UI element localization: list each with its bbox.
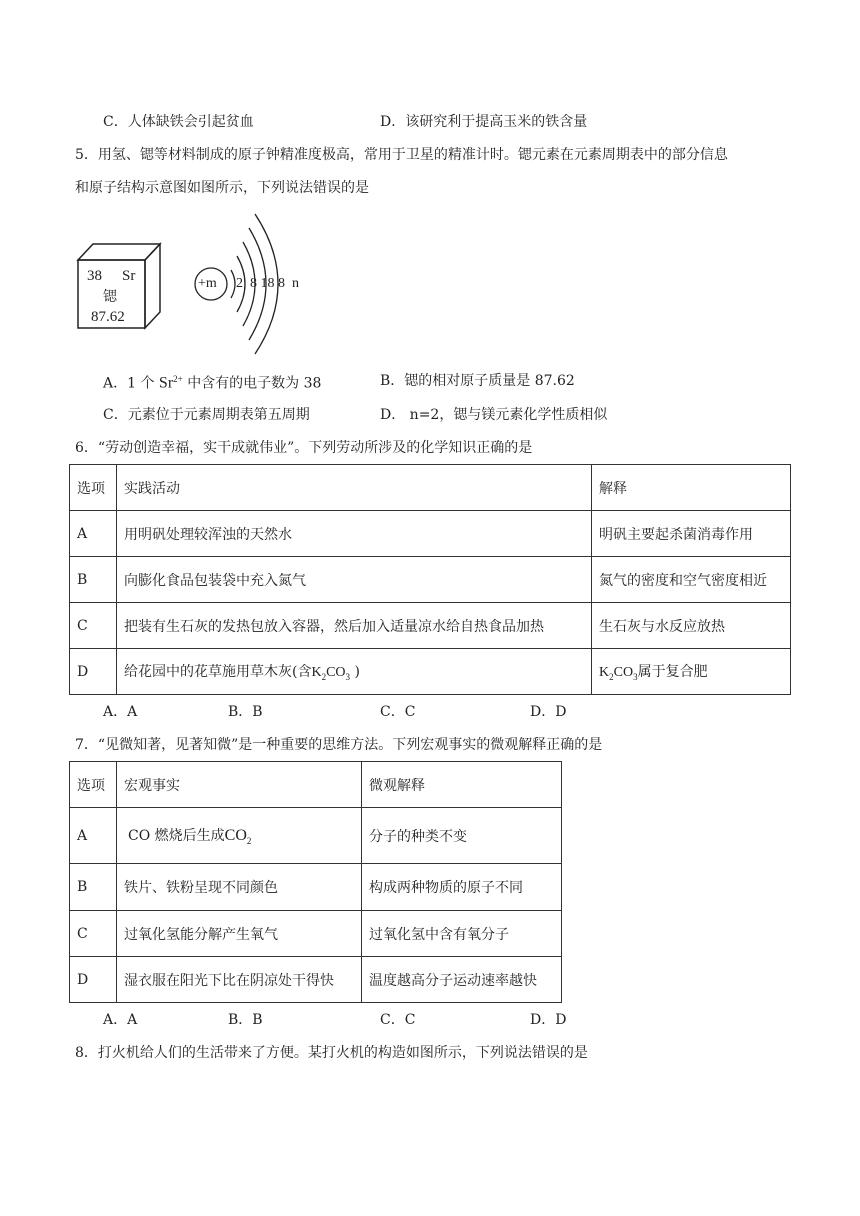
explanation-cell: 构成两种物质的原子不同 [362, 864, 562, 911]
periodic-cell-figure [75, 240, 165, 335]
element-symbol: Sr [122, 268, 136, 284]
table-row [70, 649, 791, 695]
formula-co2-sub: 2 [246, 835, 252, 846]
table-row [70, 808, 562, 864]
option-cell: B [70, 864, 117, 911]
activity-cell: 把装有生石灰的发热包放入容器，然后加入适量凉水给自热食品加热 [117, 603, 592, 649]
q7-answer-c: C．C [380, 1012, 416, 1028]
activity-close: ) [350, 664, 360, 681]
option-cell: D [70, 957, 117, 1003]
atom-structure-figure [193, 208, 323, 360]
formula-k-sub: 2 [321, 671, 327, 682]
q4-option-d: D．该研究利于提高玉米的铁含量 [380, 114, 588, 130]
header-cell: 微观解释 [362, 762, 562, 808]
atomic-mass: 87.62 [91, 309, 125, 325]
fact-cell: 铁片、铁粉呈现不同颜色 [117, 864, 362, 911]
electron-shell-counts: 2 8 18 8 n [236, 276, 299, 291]
activity-cell: 向膨化食品包装袋中充入氮气 [117, 557, 592, 603]
q4-option-c: C．人体缺铁会引起贫血 [103, 114, 254, 130]
q6-answer-d: D．D [530, 704, 567, 720]
table-row [70, 603, 791, 649]
option-cell: B [70, 557, 117, 603]
formula-co-sub: 3 [633, 671, 638, 682]
header-cell: 选项 [70, 762, 117, 808]
q5-option-a [103, 369, 321, 394]
explanation-cell [592, 649, 791, 695]
q7-answer-d: D．D [530, 1012, 567, 1028]
table-row [70, 864, 562, 911]
q7-answer-a: A．A [103, 1012, 138, 1028]
explanation-cell: 温度越高分子运动速率越快 [362, 957, 562, 1003]
q6-answer-c: C．C [380, 704, 416, 720]
table-header-row [70, 465, 791, 511]
q7-answer-b: B．B [228, 1012, 263, 1028]
q5-option-a-suffix: 中含有的电子数为 38 [187, 375, 322, 392]
table-row [70, 911, 562, 957]
q5-option-d: D． n=2，锶与镁元素化学性质相似 [380, 407, 608, 423]
q7-table [69, 761, 562, 1003]
q5-option-b: B．锶的相对原子质量是 87.62 [380, 373, 575, 389]
explanation-cell: 氮气的密度和空气密度相近 [592, 557, 791, 603]
activity-cell: 用明矾处理较浑浊的天然水 [117, 511, 592, 557]
element-name: 锶 [103, 289, 117, 305]
header-cell: 实践活动 [117, 465, 592, 511]
q7-stem: 7．“见微知著，见著知微”是一种重要的思维方法。下列宏观事实的微观解释正确的是 [75, 737, 603, 753]
table-header-row [70, 762, 562, 808]
q5-stem-line1: 5．用氢、锶等材料制成的原子钟精准度极高，常用于卫星的精准计时。锶元素在元素周期表中的部分信息 [75, 147, 728, 163]
q5-option-a-charge: 2+ [173, 374, 183, 384]
option-cell: C [70, 911, 117, 957]
formula-k-sub: 2 [609, 671, 614, 682]
table-row [70, 557, 791, 603]
header-cell: 选项 [70, 465, 117, 511]
formula-co-sub: 3 [345, 671, 351, 682]
explanation-cell: 生石灰与水反应放热 [592, 603, 791, 649]
option-cell: A [70, 511, 117, 557]
q8-stem: 8．打火机给人们的生活带来了方便。某打火机的构造如图所示，下列说法错误的是 [75, 1045, 588, 1061]
option-cell: D [70, 649, 117, 695]
formula-k: K [599, 665, 610, 681]
header-cell: 解释 [592, 465, 791, 511]
q5-option-a-ion: Sr [158, 374, 174, 392]
nucleus-charge: +m [198, 276, 217, 291]
q6-stem: 6．“劳动创造幸福，实干成就伟业”。下列劳动所涉及的化学知识正确的是 [75, 440, 533, 456]
table-row [70, 511, 791, 557]
atomic-number: 38 [87, 268, 102, 284]
explanation-cell: 分子的种类不变 [362, 808, 562, 864]
formula-co2: CO [224, 827, 247, 845]
q5-option-c: C．元素位于元素周期表第五周期 [103, 407, 310, 423]
activity-cell [117, 649, 592, 695]
q6-table [69, 464, 791, 695]
activity-text: 给花园中的花草施用草木灰(含 [124, 664, 312, 681]
explanation-cell: 过氧化氢中含有氧分子 [362, 911, 562, 957]
q6-answer-b: B．B [228, 704, 263, 720]
q5-option-a-prefix: A．1 个 [103, 375, 155, 392]
option-cell: C [70, 603, 117, 649]
header-cell: 宏观事实 [117, 762, 362, 808]
q5-stem-line2: 和原子结构示意图如图所示，下列说法错误的是 [75, 180, 369, 196]
formula-co: CO [613, 665, 634, 681]
fact-cell [117, 808, 362, 864]
explanation-tail: 属于复合肥 [637, 664, 708, 681]
option-cell: A [70, 808, 117, 864]
fact-cell: 过氧化氢能分解产生氧气 [117, 911, 362, 957]
fact-text: CO 燃烧后生成 [128, 828, 225, 845]
formula-co: CO [326, 665, 346, 681]
formula-k: K [311, 665, 322, 681]
explanation-cell: 明矾主要起杀菌消毒作用 [592, 511, 791, 557]
table-row [70, 957, 562, 1003]
q6-answer-a: A．A [103, 704, 138, 720]
fact-cell: 湿衣服在阳光下比在阴凉处干得快 [117, 957, 362, 1003]
